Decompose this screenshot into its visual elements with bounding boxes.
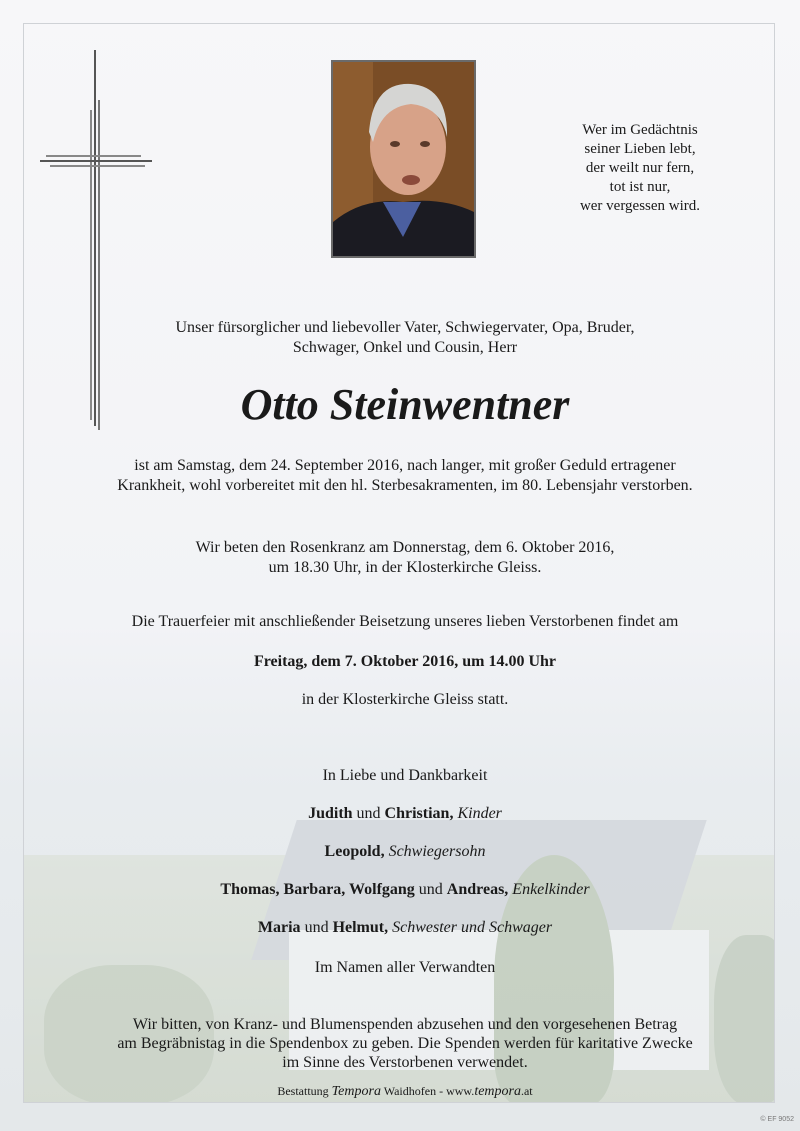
funeral-intro: Die Trauerfeier mit anschließender Beisetzung unseres lieben Verstorbenen findet am bbox=[131, 613, 679, 630]
mourner-row bbox=[60, 880, 750, 900]
funeral-datetime: Freitag, dem 7. Oktober 2016, um 14.00 Uhr bbox=[253, 653, 557, 670]
mourner-conjunction: und bbox=[300, 919, 333, 936]
donation-line: am Begräbnistag in die Spendenbox zu geben. Die Spenden werden für karitative Zwecke bbox=[117, 1035, 693, 1052]
mourner-names: Leopold, bbox=[324, 843, 385, 860]
deceased-name: Otto Steinwentner bbox=[240, 380, 570, 429]
death-notice-line: Krankheit, wohl vorbereitet mit den hl. Sterbesakramenten, im 80. Lebensjahr verstorben. bbox=[117, 477, 693, 494]
cross-icon bbox=[40, 50, 152, 430]
donation-line: im Sinne des Verstorbenen verwendet. bbox=[282, 1054, 528, 1071]
mourner-row bbox=[60, 804, 750, 824]
footer-text: .at bbox=[520, 1084, 533, 1098]
intro-text bbox=[60, 318, 750, 358]
rosary-notice bbox=[60, 538, 750, 578]
mourner-relation: Kinder bbox=[453, 805, 502, 822]
quote-line: tot ist nur, bbox=[609, 179, 671, 195]
deceased-portrait bbox=[331, 60, 476, 258]
rosary-line: um 18.30 Uhr, in der Klosterkirche Gleiss. bbox=[268, 559, 542, 576]
funeral-home-footer bbox=[60, 1084, 750, 1100]
death-notice-line: ist am Samstag, dem 24. September 2016, nach langer, mit großer Geduld ertragener bbox=[134, 457, 676, 474]
mourners-closing: Im Namen aller Verwandten bbox=[314, 959, 496, 976]
mourner-names: Maria bbox=[257, 919, 301, 936]
copyright-mark: © EF 9052 bbox=[760, 1116, 794, 1123]
quote-line: Wer im Gedächtnis bbox=[582, 122, 698, 138]
mourner-names: Judith bbox=[308, 805, 353, 822]
mourner-relation: Schwiegersohn bbox=[384, 843, 486, 860]
website-brand: tempora bbox=[474, 1084, 521, 1099]
memorial-quote bbox=[560, 121, 720, 216]
mourner-names: Andreas, bbox=[446, 881, 509, 898]
mourner-relation: Enkelkinder bbox=[508, 881, 590, 898]
quote-line: der weilt nur fern, bbox=[585, 160, 695, 176]
mourner-names: Christian, bbox=[384, 805, 454, 822]
funeral-home-logo: Tempora bbox=[331, 1084, 381, 1099]
footer-text: Waidhofen - www. bbox=[380, 1084, 475, 1098]
mourner-names: Helmut, bbox=[332, 919, 389, 936]
donation-line: Wir bitten, von Kranz- und Blumenspenden abzusehen und den vorgesehenen Betrag bbox=[132, 1016, 678, 1033]
funeral-place: in der Klosterkirche Gleiss statt. bbox=[301, 691, 509, 708]
rosary-line: Wir beten den Rosenkranz am Donnerstag, dem 6. Oktober 2016, bbox=[195, 539, 615, 556]
mourner-conjunction: und bbox=[352, 805, 385, 822]
footer-text: Bestattung bbox=[277, 1084, 332, 1098]
quote-line: wer vergessen wird. bbox=[579, 198, 701, 214]
mourners-opening: In Liebe und Dankbarkeit bbox=[322, 767, 488, 784]
donation-request bbox=[60, 1015, 750, 1072]
mourner-row bbox=[60, 918, 750, 938]
mourner-row bbox=[60, 842, 750, 862]
death-notice bbox=[60, 456, 750, 496]
intro-line: Unser fürsorglicher und liebevoller Vater, Schwiegervater, Opa, Bruder, bbox=[175, 319, 635, 336]
intro-line: Schwager, Onkel und Cousin, Herr bbox=[292, 339, 518, 356]
quote-line: seiner Lieben lebt, bbox=[584, 141, 696, 157]
mourner-names: Thomas, Barbara, Wolfgang bbox=[220, 881, 415, 898]
mourner-conjunction: und bbox=[414, 881, 447, 898]
mourner-relation: Schwester und Schwager bbox=[388, 919, 553, 936]
